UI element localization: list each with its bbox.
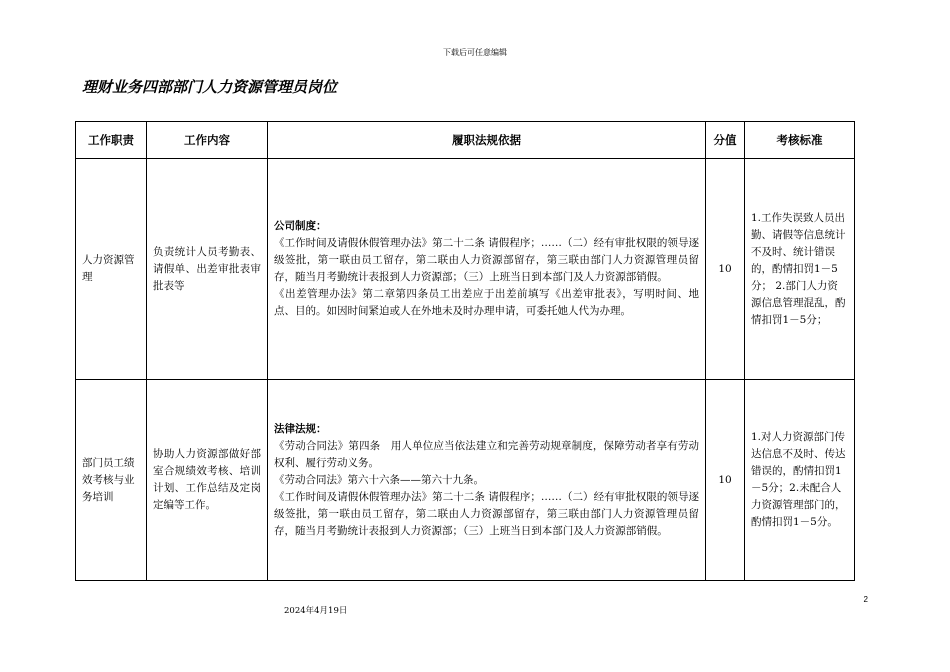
table-row <box>76 159 855 380</box>
table-row <box>76 380 855 581</box>
standard-cell: 1.工作失误致人员出勤、请假等信息统计不及时、统计错误的，酌情扣罚1－5分； 2.部门人力资源信息管理混乱，酌情扣罚1－5分； <box>745 159 855 380</box>
duty-cell: 人力资源管理 <box>76 159 147 380</box>
basis-paragraph: 《劳动合同法》第六十六条——第六十九条。 <box>274 473 484 486</box>
header-standard: 考核标准 <box>745 122 855 159</box>
score-cell: 10 <box>706 159 745 380</box>
page-number: 2 <box>863 595 868 604</box>
basis-label: 法律法规： <box>274 422 327 435</box>
basis-paragraph: 《工作时间及请假休假管理办法》第二十二条 请假程序；……（二）经有审批权限的领导逐级签批，第一联由员工留存，第二联由人力资源部留存，第三联由部门人力资源管理员留存，随当月考勤统计表报到人力资源部；（三）上班当日到本部门及人力资源部销假。 <box>274 237 699 283</box>
content-cell: 负责统计人员考勤表、请假单、出差审批表审批表等 <box>147 159 268 380</box>
basis-cell <box>268 380 706 581</box>
footer-date: 2024年4月19日 <box>284 606 348 616</box>
content-cell: 协助人力资源部做好部室合规绩效考核、培训计划、工作总结及定岗定编等工作。 <box>147 380 268 581</box>
duty-table <box>75 121 855 581</box>
header-score: 分值 <box>706 122 745 159</box>
duty-cell: 部门员工绩效考核与业务培训 <box>76 380 147 581</box>
score-cell: 10 <box>706 380 745 581</box>
header-basis: 履职法规依据 <box>268 122 706 159</box>
header-note: 下载后可任意编辑 <box>443 48 507 57</box>
header-duty: 工作职责 <box>76 122 147 159</box>
basis-paragraph: 《劳动合同法》第四条 用人单位应当依法建立和完善劳动规章制度，保障劳动者享有劳动权利、履行劳动义务。 <box>274 439 699 469</box>
table-header-row <box>76 122 855 159</box>
basis-paragraph: 《出差管理办法》第二章第四条员工出差应于出差前填写《出差审批表》，写明时间、地点、目的。如因时间紧迫或人在外地未及时办理申请，可委托她人代为办理。 <box>274 288 699 317</box>
basis-label: 公司制度： <box>274 220 327 232</box>
standard-cell: 1.对人力资源部门传达信息不及时、传达错误的，酌情扣罚1－5分；2.未配合人力资源管理部门的，酌情扣罚1－5分。 <box>745 380 855 581</box>
header-content: 工作内容 <box>147 122 268 159</box>
basis-cell <box>268 159 706 380</box>
document-title: 理财业务四部部门人力资源管理员岗位 <box>82 78 338 96</box>
basis-paragraph: 《工作时间及请假休假管理办法》第二十二条 请假程序；……（二）经有审批权限的领导逐级签批，第一联由员工留存，第二联由人力资源部留存，第三联由部门人力资源管理员留存，随当月考勤统计表报到人力资源部；（三）上班当日到本部门及人力资源部销假。 <box>274 490 699 537</box>
